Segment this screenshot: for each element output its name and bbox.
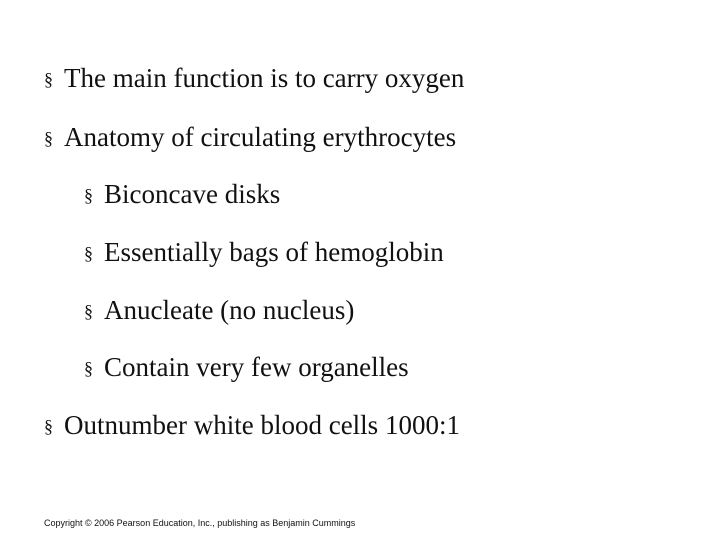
bullet-marker-icon: §	[44, 69, 53, 89]
bullet-text: Anucleate (no nucleus)	[104, 295, 355, 325]
bullet-text: Outnumber white blood cells 1000:1	[64, 410, 460, 440]
sub-bullet-hemoglobin	[84, 236, 444, 269]
bullet-main-function	[44, 62, 464, 95]
sub-bullet-anucleate	[84, 294, 354, 327]
bullet-outnumber	[44, 409, 460, 442]
bullet-marker-icon: §	[84, 185, 93, 205]
sub-bullet-organelles	[84, 351, 409, 384]
bullet-text: The main function is to carry oxygen	[64, 63, 465, 93]
bullet-marker-icon: §	[84, 301, 93, 321]
bullet-marker-icon: §	[84, 358, 93, 378]
sub-bullet-biconcave	[84, 178, 280, 211]
bullet-text: Essentially bags of hemoglobin	[104, 237, 444, 267]
bullet-text: Contain very few organelles	[104, 352, 409, 382]
bullet-marker-icon: §	[44, 416, 53, 436]
bullet-text: Biconcave disks	[104, 179, 281, 209]
copyright-footer: Copyright © 2006 Pearson Education, Inc., publishing as Benjamin Cummings	[44, 518, 356, 528]
bullet-marker-icon: §	[44, 128, 53, 148]
bullet-marker-icon: §	[84, 243, 93, 263]
bullet-anatomy	[44, 121, 456, 154]
bullet-text: Anatomy of circulating erythrocytes	[64, 122, 457, 152]
